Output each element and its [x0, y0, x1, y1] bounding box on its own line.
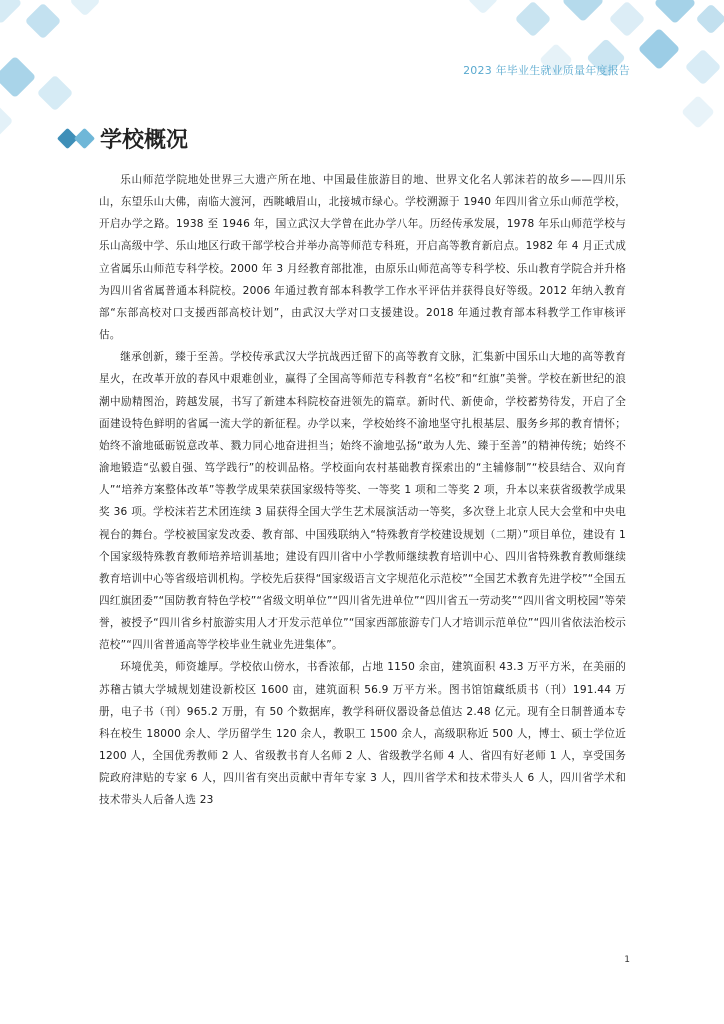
page-number: 1: [624, 955, 630, 965]
section-title: 学校概况: [100, 127, 189, 153]
decorative-diamond: [638, 28, 680, 70]
decorative-diamond: [0, 56, 36, 98]
section-heading: [60, 122, 188, 154]
decorative-diamond: [609, 1, 646, 38]
decorative-diamond: [0, 103, 13, 140]
report-title: 2023 年毕业生就业质量年度报告: [463, 64, 630, 77]
decorative-diamond: [681, 95, 715, 129]
decorative-diamond: [685, 49, 722, 86]
decorative-diamond: [25, 3, 62, 40]
paragraph: 环境优美，师资雄厚。学校依山傍水，书香浓郁，占地 1150 余亩，建筑面积 43.3 万平方米，在美丽的苏稽古镇大学城规划建设新校区 1600 亩，建筑面积 56.9 万平方米。图书馆馆藏纸质书（刊）191.44 万册，电子书（刊）965.2 万册，有 50 个数据库，教学科研仪器设备总值达 2.48 亿元。现有全日制普通本专科在校生 18000 余人、学历留学生 120 余人，教职工 1500 余人，高级职称近 500 人，博士、硕士学位近 1200 人，全国优秀教师 2 人、省级教书育人名师 2 人、省级教学名师 4 人、省四有好老师 1 人，享受国务院政府津贴的专家 6 人，四川省有突出贡献中青年专家 3 人，四川省学术和技术带头人 6 人，四川省学术和技术带头人后备人选 23: [99, 661, 626, 807]
decorative-diamond: [69, 0, 100, 17]
decorative-diamond: [562, 0, 604, 22]
decorative-diamond: [654, 0, 696, 24]
paragraph: 乐山师范学院地处世界三大遗产所在地、中国最佳旅游目的地、世界文化名人郭沫若的故乡——四川乐山，东望乐山大佛，南临大渡河，西眺峨眉山，北接城市绿心。学校溯源于 1940 年四川省立乐山师范学校，开启办学之路。1938 至 1946 年，国立武汉大学曾在此办学八年。历经传承发展，1978 年乐山师范学校与乐山高级中学、乐山地区行政干部学校合并举办高等师范专科班，开启高等教育新启点。1982 年 4 月正式成立省属乐山师范专科学校。2000 年 3 月经教育部批准，由原乐山师范高等专科学校、乐山教育学院合并升格为四川省省属普通本科院校。2006 年通过教育部本科教学工作水平评估并获得良好等级。2012 年纳入教育部“东部高校对口支援西部高校计划”，由武汉大学对口支援建设。2018 年通过教育部本科教学工作审核评估。: [99, 174, 626, 342]
body-text: [99, 169, 626, 812]
decorative-diamond: [515, 1, 552, 38]
decorative-diamond: [467, 0, 498, 15]
heading-diamond-icon: [74, 127, 95, 148]
decorative-diamond: [0, 0, 22, 24]
decorative-diamond: [37, 75, 74, 112]
decorative-diamond: [695, 3, 724, 34]
paragraph: 继承创新，臻于至善。学校传承武汉大学抗战西迁留下的高等教育文脉，汇集新中国乐山大地的高等教育星火，在改革开放的春风中艰难创业，赢得了全国高等师范专科教育“名校”和“红旗”美誉。学校在新世纪的浪潮中励精图治，跨越发展，书写了新建本科院校奋进领先的篇章。新时代、新使命，学校蓄势待发，开启了全面建设特色鲜明的省属一流大学的新征程。办学以来，学校始终不渝地坚守扎根基层、服务乡邦的教育情怀；始终不渝地砥砺锐意改革、戮力同心地奋进担当；始终不渝地弘扬“敢为人先、臻于至善”的精神传统；始终不渝地锻造“弘毅自强、笃学践行”的校训品格。学校面向农村基础教育探索出的“主辅修制”“校县结合、双向育人”“培养方案整体改革”等教学成果荣获国家级特等奖、一等奖 1 项和二等奖 2 项，升本以来获省级教学成果奖 36 项。学校沫若艺术团连续 3 届获得全国大学生艺术展演活动一等奖，多次登上北京人民大会堂和中央电视台的舞台。学校被国家发改委、教育部、中国残联纳入“特殊教育学校建设规划（二期）”项目单位，建设有 1 个国家级特殊教育教师培养培训基地；建设有四川省中小学教师继续教育培训中心、四川省特殊教育教师继续教育培训中心等省级培训机构。学校先后获得“国家级语言文字规范化示范校”“全国艺术教育先进学校”“全国五四红旗团委”“国防教育特色学校”“省级文明单位”“四川省先进单位”“四川省五一劳动奖”“四川省文明校园”等荣誉，被授予“四川省乡村旅游实用人才开发示范单位”“国家西部旅游专门人才培训示范单位”“四川省依法治校示范校”“四川省普通高等学校毕业生就业先进集体”。: [99, 351, 626, 652]
